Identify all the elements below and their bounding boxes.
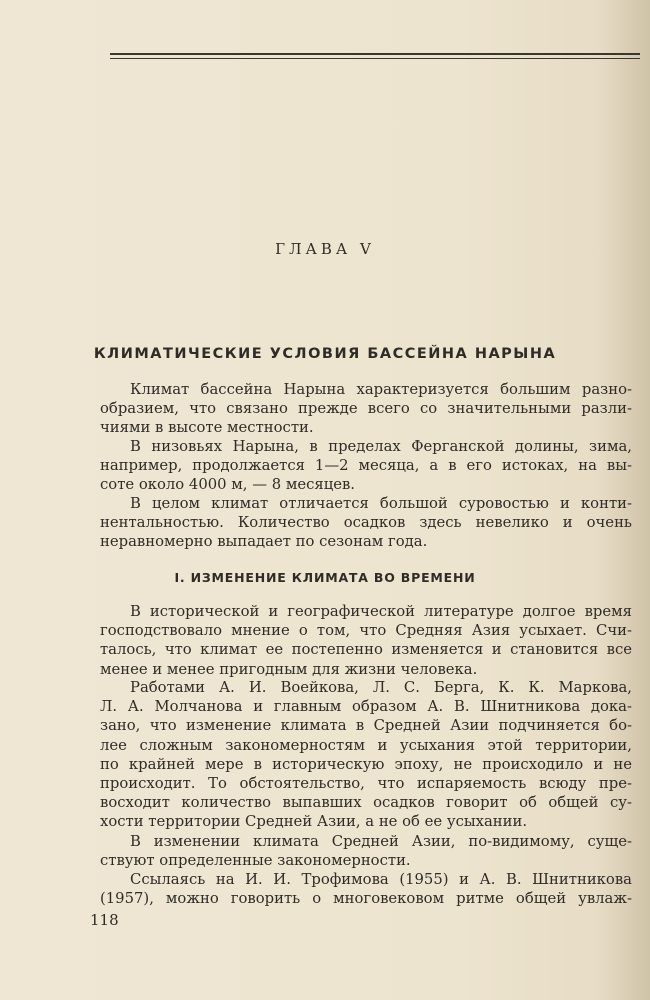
text-line: соте около 4000 м, — 8 месяцев.	[100, 476, 356, 494]
chapter-title: КЛИМАТИЧЕСКИЕ УСЛОВИЯ БАССЕЙНА НАРЫНА	[93, 346, 557, 362]
text-line: господствовало мнение о том, что Средняя Азия усыхает. Счи-	[100, 622, 632, 640]
text-line: например, продолжается 1—2 месяца, а в его истоках, на вы-	[100, 457, 632, 475]
text-line: лее сложным закономерностям и усыхания этой территории,	[100, 736, 632, 754]
text-line: зано, что изменение климата в Средней Азии подчиняется бо-	[100, 717, 632, 735]
text-line: Работами А. И. Воейкова, Л. С. Берга, К. К. Маркова,	[130, 679, 632, 696]
text-line: ствуют определенные закономерности.	[100, 852, 411, 870]
text-line: В целом климат отличается большой суровостью и конти-	[130, 495, 632, 512]
section-paragraph	[100, 602, 632, 679]
page-number: 118	[90, 911, 119, 929]
section-heading: I. ИЗМЕНЕНИЕ КЛИМАТА ВО ВРЕМЕНИ	[174, 570, 476, 585]
text-line: (1957), можно говорить о многовековом ритме общей увлаж-	[100, 890, 632, 908]
text-line: неравномерно выпадает по сезонам года.	[100, 533, 428, 551]
intro-paragraph	[100, 380, 632, 438]
text-line: В низовьях Нарына, в пределах Ферганской долины, зима,	[130, 438, 632, 455]
section-paragraph	[100, 832, 632, 870]
text-line: менее и менее пригодным для жизни человека.	[100, 660, 478, 678]
text-line: Климат бассейна Нарына характеризуется большим разно-	[130, 381, 632, 398]
text-line: Ссылаясь на И. И. Трофимова (1955) и А. В. Шнитникова	[130, 871, 632, 888]
intro-paragraph	[100, 494, 632, 552]
text-line: восходит количество выпавших осадков говорит об общей су-	[100, 794, 632, 812]
section-paragraph	[100, 870, 632, 908]
text-line: происходит. То обстоятельство, что испаряемость всюду пре-	[100, 774, 632, 792]
chapter-heading: ГЛАВА V	[275, 240, 375, 258]
text-line: чиями в высоте местности.	[100, 419, 314, 437]
text-line: В изменении климата Средней Азии, по-видимому, суще-	[130, 833, 632, 850]
text-line: образием, что связано прежде всего со значительными разли-	[100, 400, 632, 418]
text-line: Л. А. Молчанова и главным образом А. В. Шнитникова дока-	[100, 698, 632, 716]
intro-paragraph	[100, 437, 632, 495]
text-line: хости территории Средней Азии, а не об ее усыхании.	[100, 813, 528, 831]
text-line: талось, что климат ее постепенно изменяется и становится все	[100, 641, 632, 659]
text-line: по крайней мере в историческую эпоху, не происходило и не	[100, 755, 632, 773]
header-double-rule	[110, 53, 640, 61]
section-paragraph	[100, 678, 632, 832]
text-line: В исторической и географической литературе долгое время	[130, 603, 632, 620]
text-line: нентальностью. Количество осадков здесь невелико и очень	[100, 514, 632, 532]
